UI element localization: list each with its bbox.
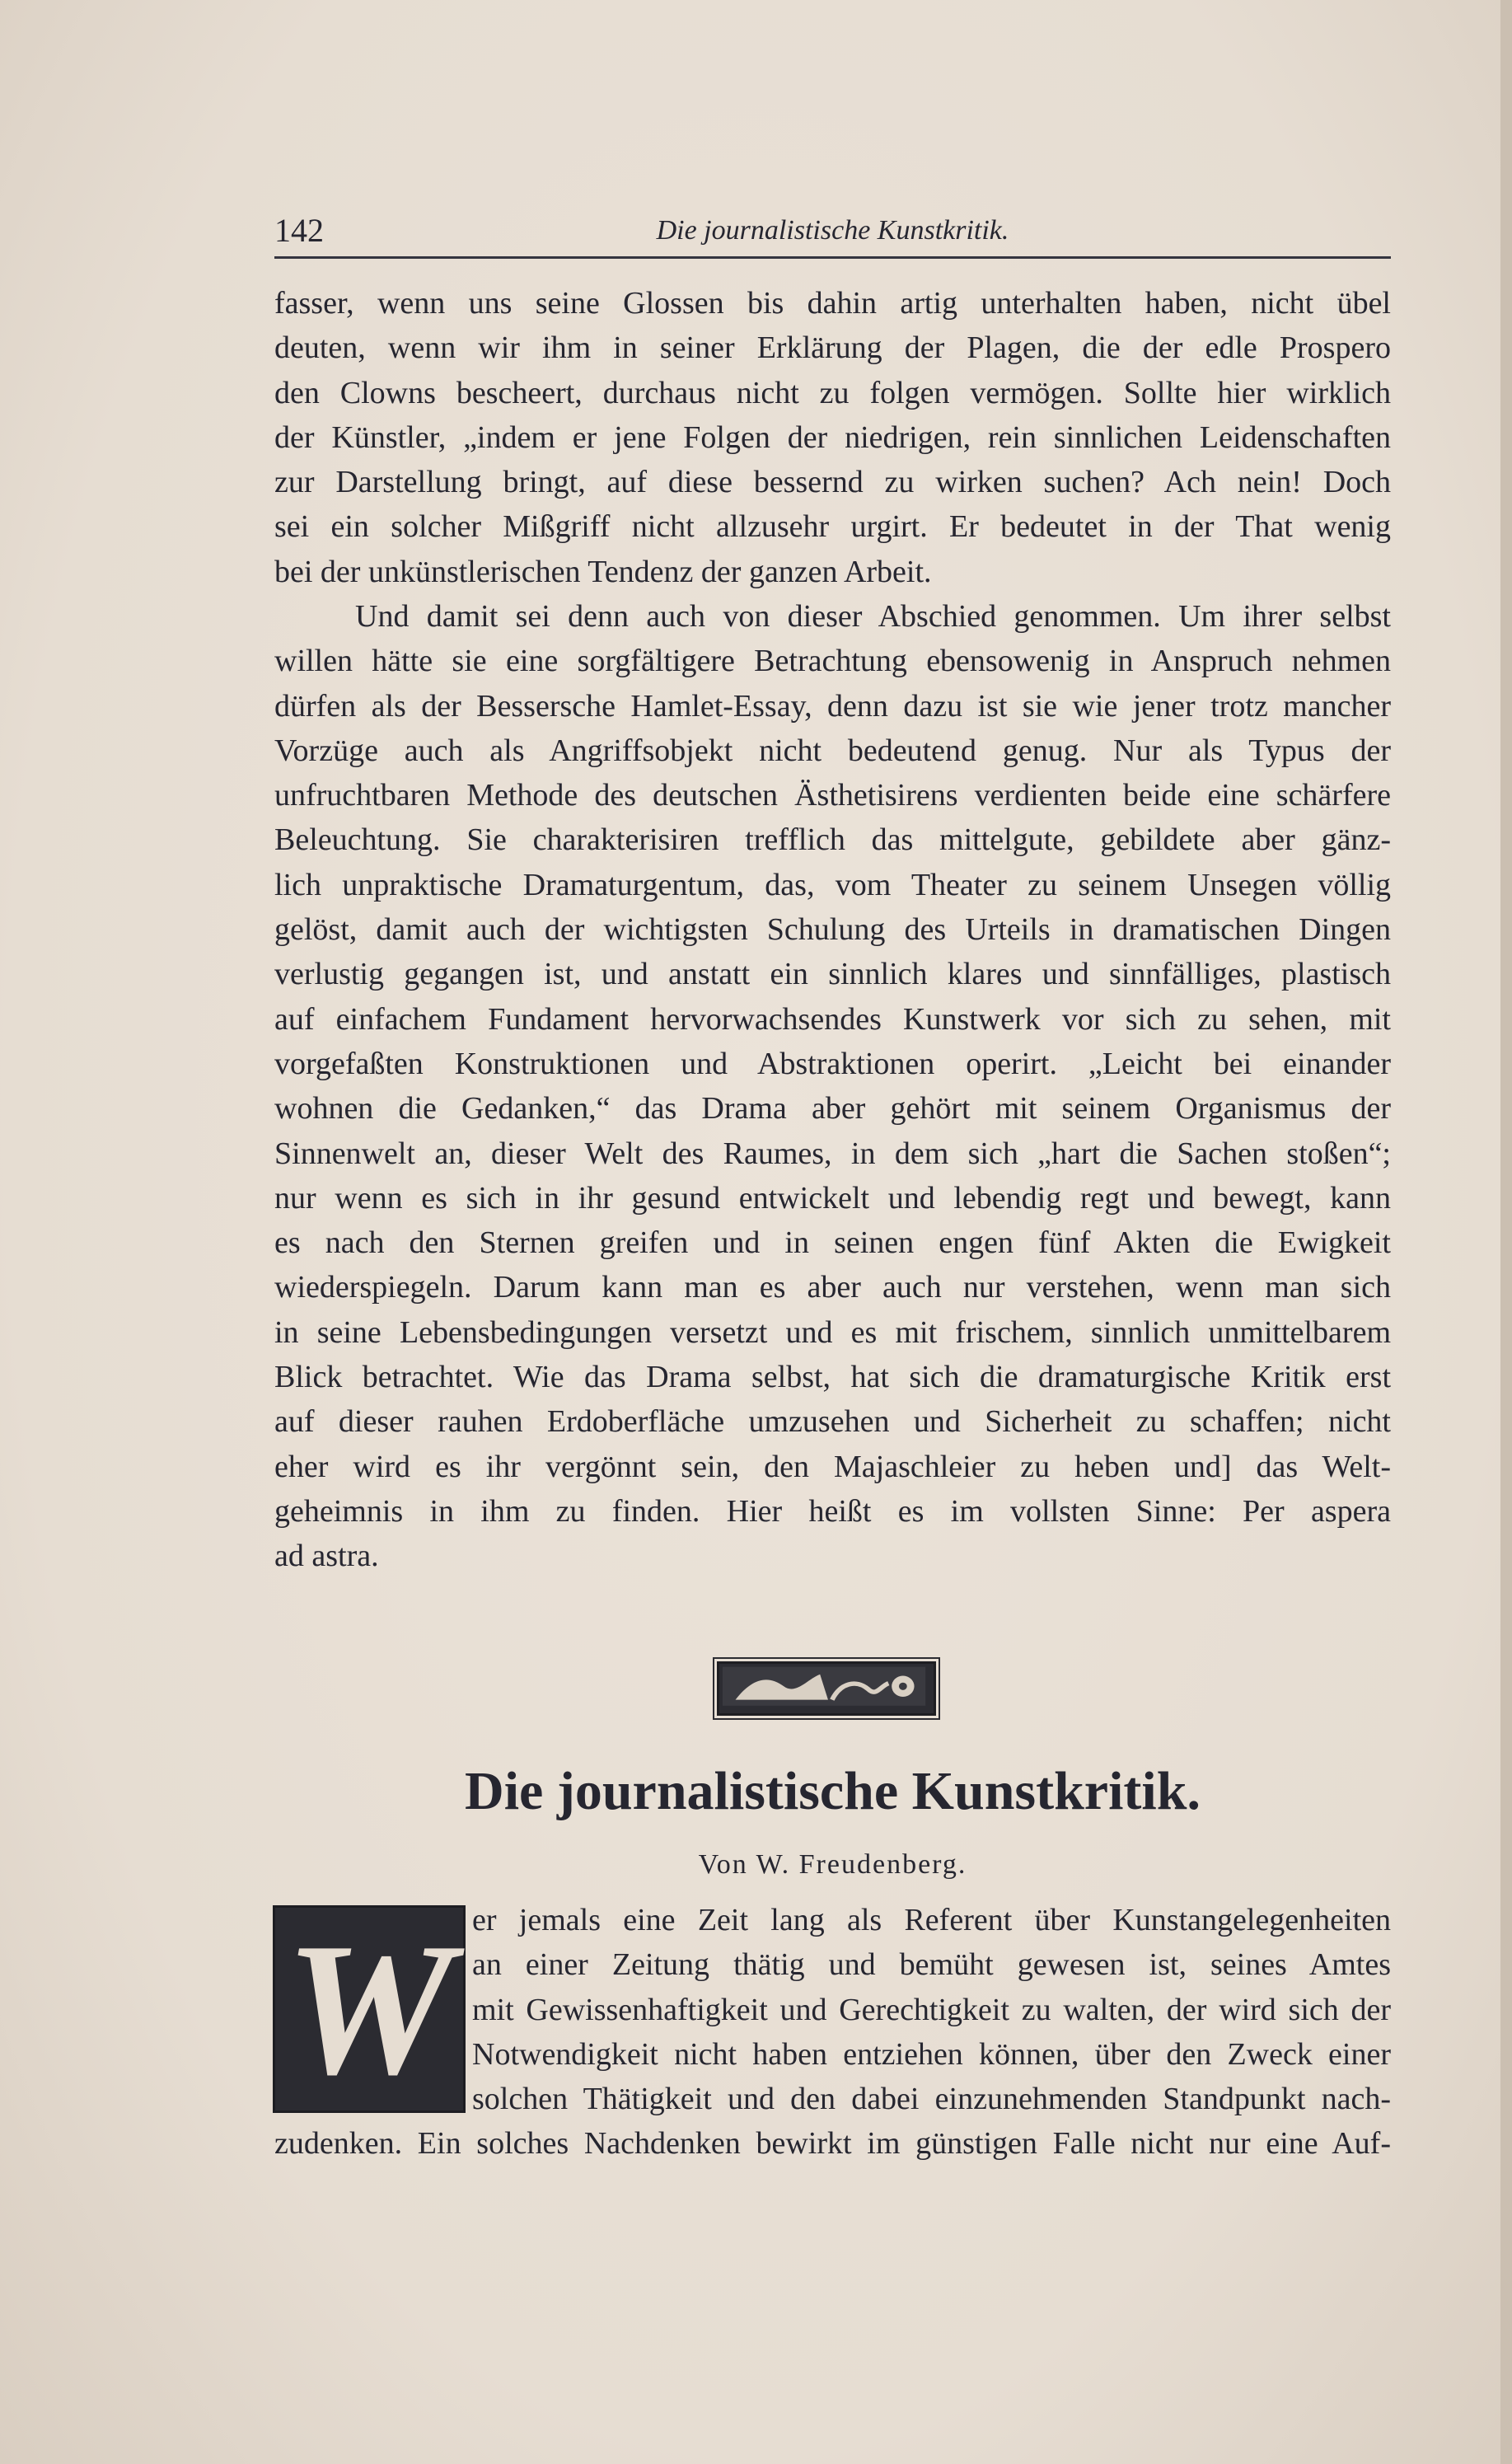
text-line: dürfen als der Bessersche Hamlet-Essay, denn dazu ist sie wie jener trotz mancher bbox=[274, 688, 1391, 724]
text-line: eher wird es ihr vergönnt sein, den Majaschleier zu heben und] das Welt- bbox=[274, 1449, 1391, 1484]
text-line: lich unpraktische Dramaturgentum, das, vom Theater zu seinem Unsegen völlig bbox=[274, 867, 1391, 902]
text-line: bei der unkünstlerischen Tendenz der ganzen Arbeit. bbox=[274, 554, 932, 589]
text-line: Notwendigkeit nicht haben entziehen können, über den Zweck einer bbox=[472, 2036, 1391, 2072]
text-line: der Künstler, „indem er jene Folgen der niedrigen, rein sinnlichen Leidenschaften bbox=[274, 419, 1391, 455]
text-line: fasser, wenn uns seine Glossen bis dahin artig unterhalten haben, nicht übel bbox=[274, 286, 1391, 321]
text-line: deuten, wenn wir ihm in seiner Erklärung der Plagen, die der edle Prospero bbox=[274, 330, 1391, 366]
paragraph-2 bbox=[274, 594, 1391, 1579]
text-line: auf einfachem Fundament hervorwachsendes Kunstwerk vor sich zu sehen, mit bbox=[274, 1001, 1391, 1037]
text-line: es nach den Sternen greifen und in seinen engen fünf Akten die Ewigkeit bbox=[274, 1225, 1391, 1261]
text-line: in seine Lebensbedingungen versetzt und es mit frischem, sinnlich unmittelbarem bbox=[274, 1314, 1391, 1350]
text-line: auf dieser rauhen Erdoberfläche umzusehen und Sicherheit zu schaffen; nicht bbox=[274, 1404, 1391, 1440]
text-line: an einer Zeitung thätig und bemüht gewesen ist, seines Amtes bbox=[472, 1947, 1391, 1983]
running-header bbox=[274, 209, 1391, 252]
article-title: Die journalistische Kunstkritik. bbox=[465, 1761, 1201, 1821]
text-line: Blick betrachtet. Wie das Drama selbst, hat sich die dramaturgische Kritik erst bbox=[274, 1360, 1391, 1395]
text-line: mit Gewissenhaftigkeit und Gerechtigkeit zu walten, der wird sich der bbox=[472, 1992, 1391, 2027]
article-first-paragraph bbox=[274, 1898, 1391, 2167]
paragraph-1 bbox=[274, 281, 1391, 594]
text-line: ad astra. bbox=[274, 1539, 379, 1574]
text-line: Und damit sei denn auch von dieser Abschied genommen. Um ihrer selbst bbox=[355, 599, 1391, 634]
text-line: zur Darstellung bringt, auf diese bessernd zu wirken suchen? Ach nein! Doch bbox=[274, 465, 1391, 500]
text-line: wohnen die Gedanken,“ das Drama aber gehört mit seinem Organismus der bbox=[274, 1091, 1391, 1127]
text-line: den Clowns bescheert, durchaus nicht zu folgen vermögen. Sollte hier wirklich bbox=[274, 375, 1391, 410]
article-byline: Von W. Freudenberg. bbox=[698, 1849, 967, 1880]
text-line: geheimnis in ihm zu finden. Hier heißt es im vollsten Sinne: Per aspera bbox=[274, 1493, 1391, 1529]
text-line: Sinnenwelt an, dieser Welt des Raumes, in dem sich „hart die Sachen stoßen“; bbox=[274, 1136, 1391, 1171]
floral-vignette-ornament-icon bbox=[717, 1661, 936, 1716]
drop-cap-letter: W bbox=[284, 1904, 454, 2114]
text-line: Vorzüge auch als Angriffsobjekt nicht bedeutend genug. Nur als Typus der bbox=[274, 733, 1391, 768]
text-line: willen hätte sie eine sorgfältigere Betrachtung ebensowenig in Anspruch nehmen bbox=[274, 644, 1391, 679]
text-line: gelöst, damit auch der wichtigsten Schulung des Urteils in dramatischen Dingen bbox=[274, 912, 1391, 948]
text-line: verlustig gegangen ist, und anstatt ein sinnlich klares und sinnfälliges, plastisch bbox=[274, 957, 1391, 992]
text-line: solchen Thätigkeit und den dabei einzunehmenden Standpunkt nach- bbox=[472, 2082, 1391, 2117]
text-line: sei ein solcher Mißgriff nicht allzusehr urgirt. Er bedeutet in der That wenig bbox=[274, 509, 1391, 545]
running-title: Die journalistische Kunstkritik. bbox=[656, 215, 1009, 246]
header-rule bbox=[274, 256, 1391, 259]
text-line: wiederspiegeln. Darum kann man es aber auch nur verstehen, wenn man sich bbox=[274, 1270, 1391, 1305]
text-line: Beleuchtung. Sie charakterisiren trefflich das mittelgute, gebildete aber gänz- bbox=[274, 822, 1391, 858]
text-line: unfruchtbaren Methode des deutschen Ästhetisirens verdienten beide eine schärfere bbox=[274, 778, 1391, 813]
page-edge-shadow bbox=[1500, 0, 1512, 2464]
text-line: er jemals eine Zeit lang als Referent über Kunstangelegenheiten bbox=[472, 1903, 1391, 1937]
page-number: 142 bbox=[274, 212, 324, 249]
text-line: zudenken. Ein solches Nachdenken bewirkt im günstigen Falle nicht nur eine Auf- bbox=[274, 2126, 1391, 2162]
text-line: nur wenn es sich in ihr gesund entwickelt und lebendig regt und bewegt, kann bbox=[274, 1180, 1391, 1216]
text-line: vorgefaßten Konstruktionen und Abstraktionen operirt. „Leicht bei einander bbox=[274, 1046, 1391, 1081]
